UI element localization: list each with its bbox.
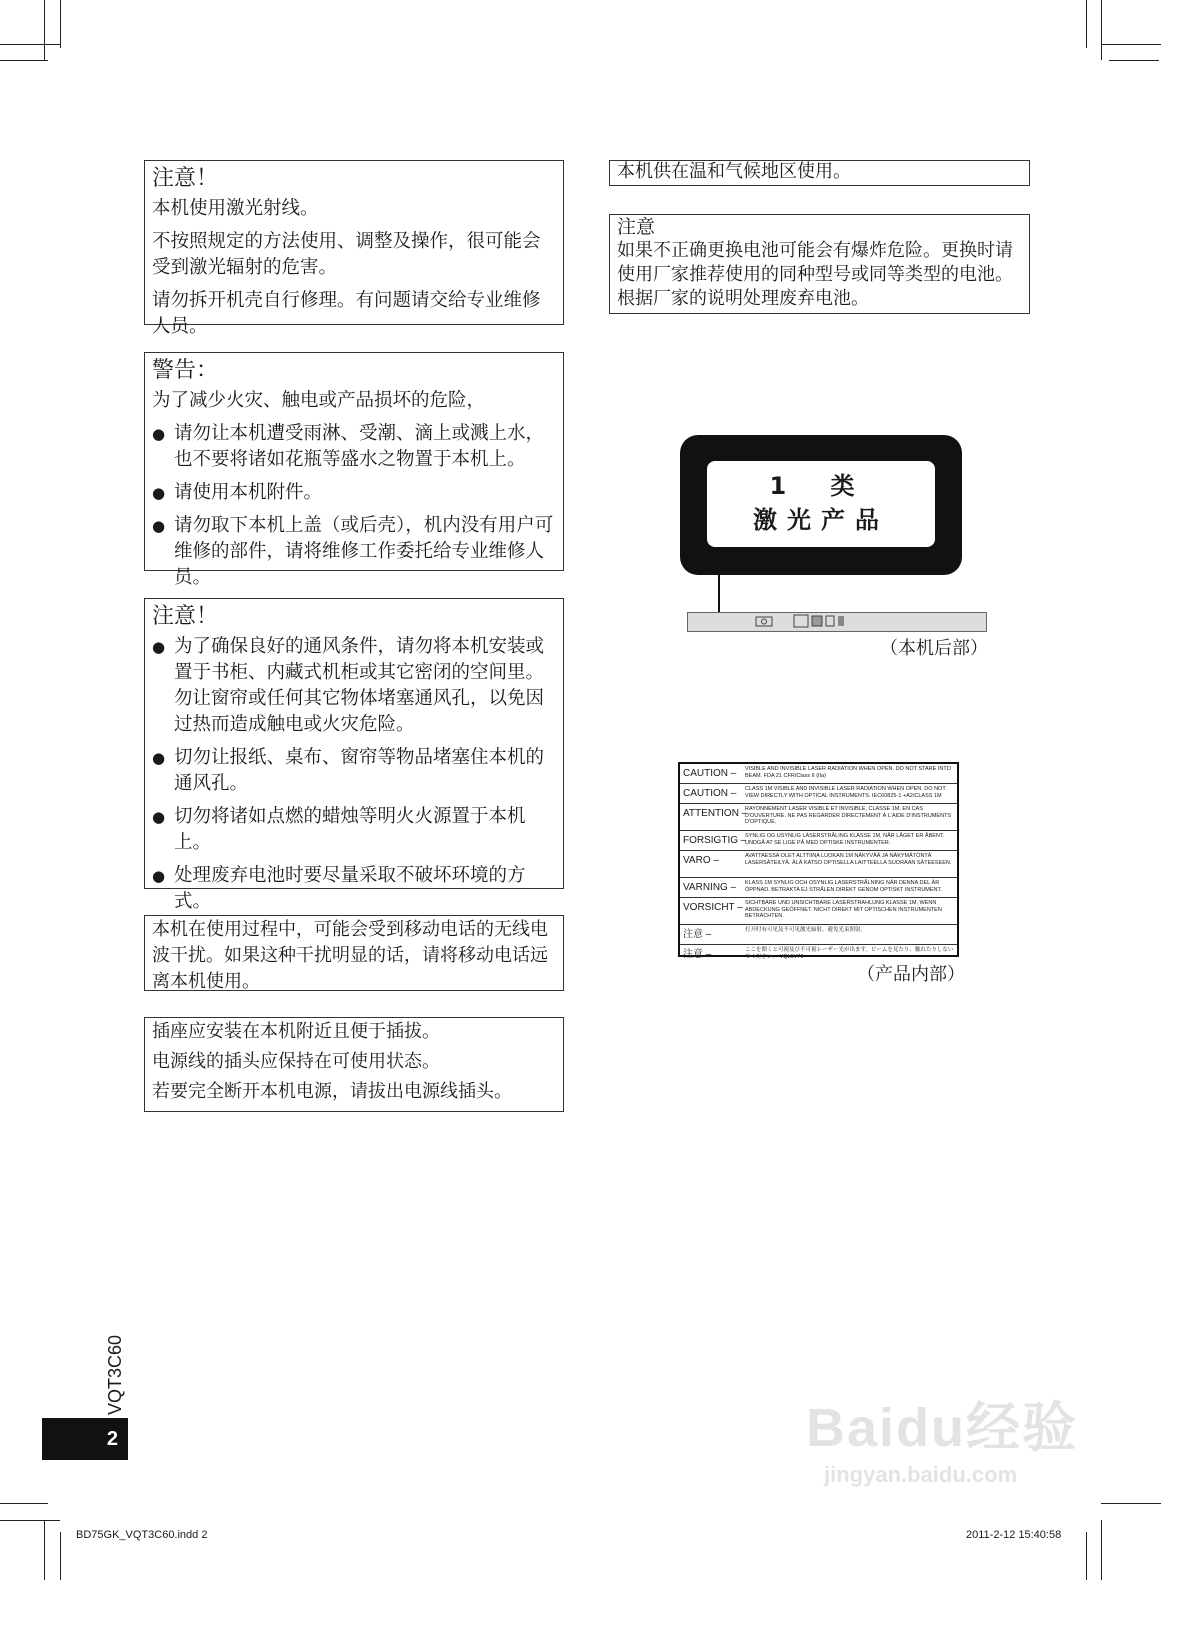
warning-key: ATTENTION –	[683, 808, 748, 819]
crop-mark	[1101, 44, 1161, 45]
box-title: 注意	[617, 216, 656, 238]
label-pointer-line	[718, 575, 720, 615]
warning-row	[680, 898, 957, 925]
warning-key: 注意 –	[683, 949, 712, 960]
warning-text: KLASS 1M SYNLIG OCH OSYNLIG LASERSTRÅLNING NÄR DENNA DEL ÄR ÖPPNAD. BETRAKTA EJ STRÅLEN DIREKT GENOM OPTISKT INSTRUMENT.	[745, 880, 942, 893]
crop-mark	[0, 60, 48, 61]
text-line: 插座应安装在本机附近且便于插拔。	[152, 1021, 440, 1042]
warning-key: CAUTION –	[683, 788, 737, 799]
fire-warning-box	[144, 352, 564, 588]
box-title: 警告：	[152, 358, 219, 383]
warning-row	[680, 784, 957, 804]
crop-mark	[60, 1532, 61, 1580]
bullet-item: ● 处理废弃电池时要尽量采取不破坏环境的方式。	[152, 863, 556, 915]
laser-class-label	[680, 435, 962, 575]
bullet-item: ● 请勿取下本机上盖（或后壳），机内没有用户可维修的部件，请将维修工作委托给专业维修人员。	[152, 513, 556, 591]
caption-rear: （本机后部）	[880, 638, 988, 659]
warning-row	[680, 878, 957, 898]
warning-text: 打开时有可见及不可见激光辐射，避免光束照射。	[745, 927, 867, 933]
crop-mark	[60, 0, 61, 48]
unit-rear-panel	[687, 612, 987, 632]
laser-caution-box	[144, 160, 564, 337]
ventilation-caution-box	[144, 598, 564, 912]
laser-class-line: 1 类	[769, 472, 873, 500]
bullet-item: ● 切勿让报纸、桌布、窗帘等物品堵塞住本机的通风孔。	[152, 745, 556, 797]
crop-mark	[1101, 0, 1102, 60]
crop-mark	[0, 44, 60, 45]
warning-row	[680, 925, 957, 945]
bullet-item: ● 请勿让本机遭受雨淋、受潮、滴上或溅上水，也不要将诸如花瓶等盛水之物置于本机上。	[152, 421, 556, 473]
rear-panel-ports	[688, 613, 985, 630]
crop-mark	[44, 0, 45, 60]
battery-caution-box	[609, 214, 1030, 314]
crop-mark	[1086, 1532, 1087, 1580]
warning-key: VARNING –	[683, 882, 737, 893]
text-line: 为了减少火灾、触电或产品损坏的危险，	[152, 390, 486, 411]
text-line: 若要完全断开本机电源，请拔出电源线插头。	[152, 1081, 512, 1102]
footer-timestamp: 2011-2-12 15:40:58	[966, 1529, 1062, 1541]
baidu-watermark	[806, 1385, 1078, 1488]
warning-text: CLASS 1M VISIBLE AND INVISIBLE LASER RADIATION WHEN OPEN. DO NOT VIEW DIRECTLY WITH OPTICAL INSTRUMENTS. IEC60825-1 +A2/CLASS 1M	[745, 786, 946, 799]
text-line: 请勿拆开机壳自行修理。有问题请交给专业维修人员。	[152, 290, 541, 337]
warning-key: VARO –	[683, 855, 719, 866]
warning-key: CAUTION –	[683, 768, 737, 779]
warning-text: ここを開くと可視及び不可視レーザー光が出ます。ビームを見たり、触れたりしないでください。 VQL1V70	[745, 947, 954, 960]
bullet-item: ● 切勿将诸如点燃的蜡烛等明火火源置于本机上。	[152, 804, 556, 856]
bullet-item: ● 为了确保良好的通风条件，请勿将本机安装或置于书柜、内藏式机柜或其它密闭的空间里。勿让窗帘或任何其它物体堵塞通风孔，以免因过热而造成触电或火灾危险。	[152, 634, 556, 738]
warning-row	[680, 851, 957, 878]
text-line: 不按照规定的方法使用、调整及操作，很可能会受到激光辐射的危害。	[152, 231, 541, 278]
crop-mark	[1101, 1503, 1161, 1504]
box-title: 注意！	[152, 604, 219, 629]
mobile-phone-note-box	[144, 915, 564, 991]
text-line: 如果不正确更换电池可能会有爆炸危险。更换时请使用厂家推荐使用的同种型号或同等类型的电池。根据厂家的说明处理废弃电池。	[617, 240, 1013, 309]
crop-mark	[1109, 60, 1159, 61]
power-outlet-note-box	[144, 1017, 564, 1112]
warning-row	[680, 831, 957, 851]
watermark-brand: Baidu经验	[806, 1398, 1079, 1458]
crop-mark	[44, 1520, 45, 1580]
bullet-item: ● 请使用本机附件。	[152, 480, 556, 506]
box-title: 注意！	[152, 166, 219, 191]
warning-row	[680, 764, 957, 784]
warning-row	[680, 804, 957, 831]
text-line: 本机在使用过程中，可能会受到移动电话的无线电波干扰。如果这种干扰明显的话，请将移动电话远离本机使用。	[152, 919, 548, 992]
warning-text: AVATTAESSA OLET ALTTIINA LUOKAN 1M NÄKYVÄÄ JA NÄKYMÄTÖNTÄ LASERSÄTEILYÄ. ÄLÄ KATSO OPTISELLA LAITTEELLA SUORAAN SÄTEESEEN.	[745, 853, 952, 866]
laser-class-label-inner	[707, 461, 935, 547]
page-number: 2	[42, 1418, 128, 1460]
laser-product-line: 激光产品	[753, 506, 889, 534]
crop-mark	[0, 1520, 60, 1521]
warning-key: 注意 –	[683, 929, 712, 940]
text-line: 本机供在温和气候地区使用。	[617, 161, 851, 182]
text-line: 本机使用激光射线。	[152, 198, 319, 219]
model-code: VQT3C60	[105, 1334, 125, 1415]
watermark-url: jingyan.baidu.com	[824, 1462, 1018, 1487]
laser-warning-label	[678, 762, 959, 960]
crop-mark	[1086, 0, 1087, 48]
warning-key: VORSICHT –	[683, 902, 743, 913]
caption-inside: （产品内部）	[857, 964, 965, 985]
crop-mark	[1101, 1520, 1102, 1580]
climate-note-box	[609, 160, 1030, 186]
footer-file: BD75GK_VQT3C60.indd 2	[76, 1529, 208, 1541]
warning-text: SYNLIG OG USYNLIG LASERSTRÅLING KLASSE 1M, NÅR LÅGET ER ÅBENT. UNDGÅ AT SE LIGE PÅ MED OPTISKE INSTRUMENTER.	[745, 833, 945, 846]
warning-text: SICHTBARE UND UNSICHTBARE LASERSTRAHLUNG KLASSE 1M, WENN ABDECKUNG GEÖFFNET. NICHT DIREKT MIT OPTISCHEN INSTRUMENTEN BETRACHTEN.	[745, 900, 942, 919]
text-line: 电源线的插头应保持在可使用状态。	[152, 1051, 440, 1072]
warning-text: VISIBLE AND INVISIBLE LASER RADIATION WHEN OPEN. DO NOT STARE INTO BEAM. FDA 21 CFR/Class II (IIa)	[745, 766, 951, 779]
warning-key: FORSIGTIG –	[683, 835, 747, 846]
crop-mark	[0, 1503, 48, 1504]
warning-text: RAYONNEMENT LASER VISIBLE ET INVISIBLE, CLASSE 1M, EN CAS D'OUVERTURE. NE PAS REGARDER DIRECTEMENT À L'AIDE D'INSTRUMENTS D'OPTIQUE.	[745, 806, 952, 825]
